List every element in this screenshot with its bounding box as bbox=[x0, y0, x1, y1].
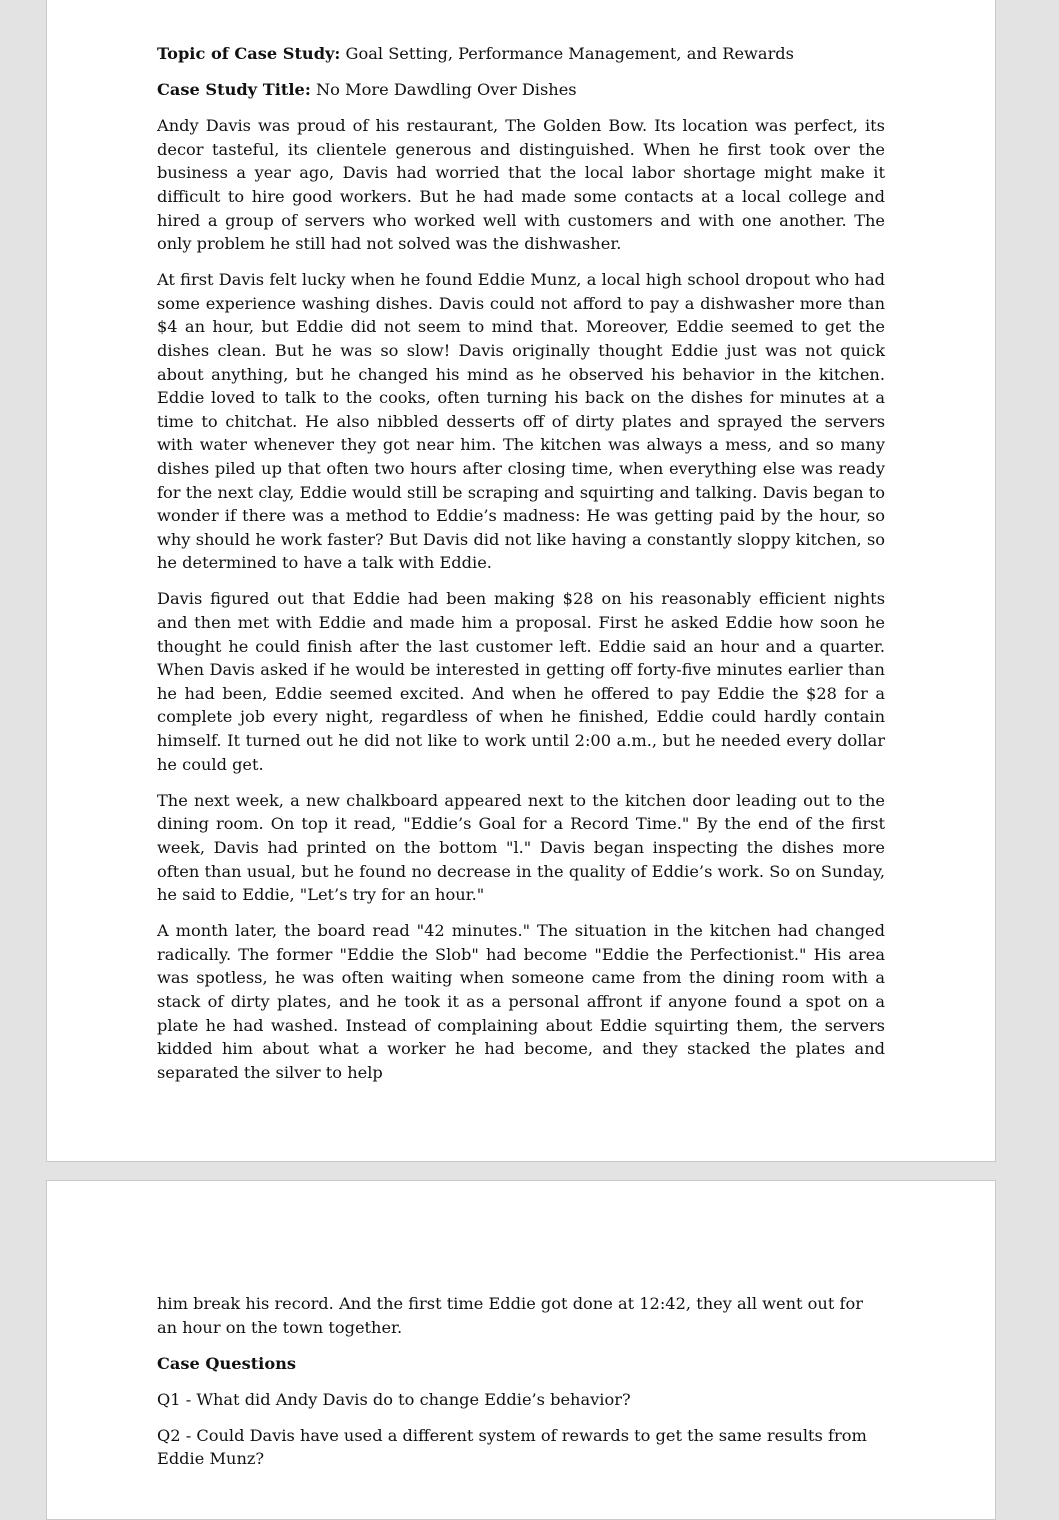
topic-label: Topic of Case Study: bbox=[157, 44, 341, 63]
page-1-content bbox=[157, 42, 885, 1097]
title-value: No More Dawdling Over Dishes bbox=[310, 80, 577, 100]
paragraph-continuation: him break his record. And the first time Eddie got done at 12:42, they all went out for an hour on the town together. bbox=[157, 1294, 863, 1337]
paragraph-chalkboard: The next week, a new chalkboard appeared next to the kitchen door leading out to the dining room. On top it read, "Eddie’s Goal for a Record Time." By the end of the first week, Davis had printed on the bottom "l." Davis began inspecting the dishes more often than usual, but he found no decrease in the quality of Eddie’s work. So on Sunday, he said to Eddie, "Let’s try for an hour." bbox=[157, 790, 885, 905]
paragraph-intro: Andy Davis was proud of his restaurant, The Golden Bow. Its location was perfect, its decor tasteful, its clientele generous and distinguished. When he first took over the business a year ago, Davis had worried that the local labor shortage might make it difficult to hire good workers. But he had made some contacts at a local college and hired a group of servers who worked well with customers and with one another. The only problem he still had not solved was the dishwasher. bbox=[157, 116, 885, 254]
paragraph-proposal: Davis figured out that Eddie had been making $28 on his reasonably efficient nights and then met with Eddie and made him a proposal. First he asked Eddie how soon he thought he could finish after the last customer left. Eddie said an hour and a quarter. When Davis asked if he would be interested in getting off forty-five minutes earlier than he had been, Eddie seemed excited. And when he offered to pay Eddie the $28 for a complete job every night, regardless of when he finished, Eddie could hardly contain himself. It turned out he did not like to work until 2:00 a.m., but he needed every dollar he could get. bbox=[157, 589, 885, 774]
document-page-1 bbox=[46, 0, 996, 1162]
topic-value: Goal Setting, Performance Management, and Rewards bbox=[340, 44, 794, 63]
question-2: Q2 - Could Davis have used a different system of rewards to get the same results from Eddie Munz? bbox=[157, 1425, 867, 1469]
title-line bbox=[157, 78, 885, 102]
document-page-2 bbox=[46, 1180, 996, 1520]
page-2-content bbox=[157, 1292, 885, 1484]
paragraph-eddie-hired: At first Davis felt lucky when he found Eddie Munz, a local high school dropout who had some experience washing dishes. Davis could not afford to pay a dishwasher more than $4 an hour, but Eddie did not seem to mind that. Moreover, Eddie seemed to get the dishes clean. But he was so slow! Davis originally thought Eddie just was not quick about anything, but he changed his mind as he observed his behavior in the kitchen. Eddie loved to talk to the cooks, often turning his back on the dishes for minutes at a time to chitchat. He also nibbled desserts off of dirty plates and sprayed the servers with water whenever they got near him. The kitchen was always a mess, and so many dishes piled up that often two hours after closing time, when everything else was ready for the next clay, Eddie would still be scraping and squirting and talking. Davis began to wonder if there was a method to Eddie’s madness: He was getting paid by the hour, so why should he work faster? But Davis did not like having a constantly sloppy kitchen, so he determined to have a talk with Eddie. bbox=[157, 270, 885, 573]
paragraph-month-later: A month later, the board read "42 minutes." The situation in the kitchen had changed radically. The former "Eddie the Slob" had become "Eddie the Perfectionist." His area was spotless, he was often waiting when someone came from the dining room with a stack of dirty plates, and he took it as a personal affront if anyone found a spot on a plate he had washed. Instead of complaining about Eddie squirting them, the servers kidded him about what a worker he had become, and they stacked the plates and separated the silver to help bbox=[157, 921, 885, 1082]
title-label: Case Study Title: bbox=[157, 80, 311, 100]
case-questions-heading: Case Questions bbox=[157, 1353, 297, 1373]
question-1: Q1 - What did Andy Davis do to change Eddie’s behavior? bbox=[157, 1389, 631, 1409]
topic-line bbox=[157, 42, 885, 66]
